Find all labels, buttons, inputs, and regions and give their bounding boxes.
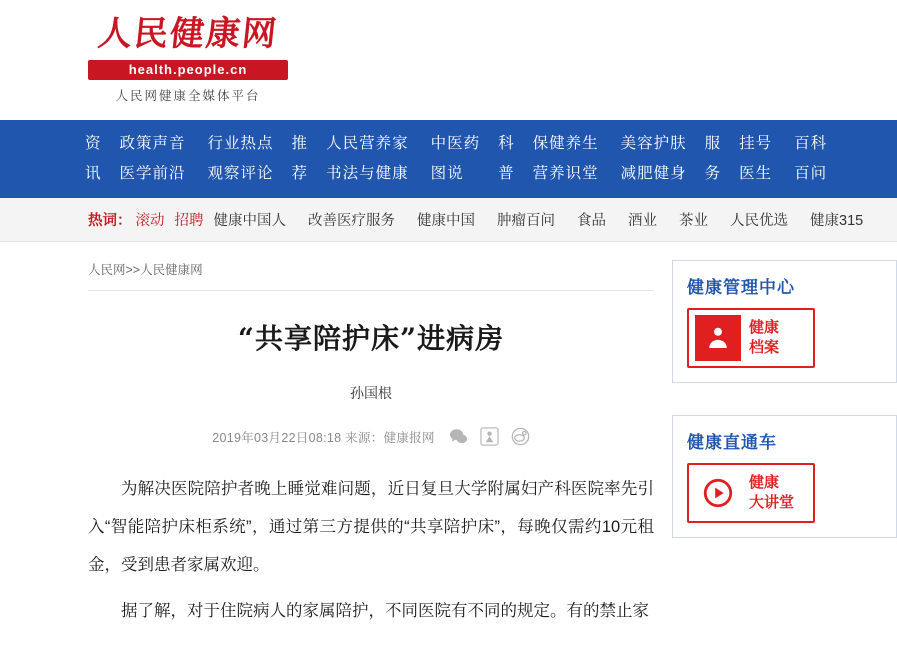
nav-item-encyclopedia[interactable]: 百科 (794, 135, 828, 152)
nav-group-fuwu[interactable] (698, 120, 729, 198)
nav-item-hundred-questions[interactable]: 百问 (794, 165, 828, 182)
hotword-peoples-choice[interactable]: 人民优选 (730, 213, 788, 229)
nav-group-nutrition[interactable] (315, 120, 420, 198)
hotword-rolling[interactable]: 滚动 (135, 213, 165, 229)
nav-item-skincare[interactable]: 美容护肤 (620, 135, 687, 152)
nav-group-tcm[interactable] (420, 120, 492, 198)
hotwords-label: 热词： (88, 213, 132, 229)
nav-group-zixun[interactable] (78, 120, 109, 198)
nav-item-observation[interactable]: 观察评论 (207, 165, 274, 182)
site-logo-subtitle: 人民网健康全媒体平台 (115, 89, 261, 103)
hotword-improve-medical-service[interactable]: 改善医疗服务 (308, 213, 395, 229)
nav-item-industry-hot[interactable]: 行业热点 (207, 135, 274, 152)
sidebar-card-text (749, 473, 794, 513)
sidebar-card-line2: 大讲堂 (749, 494, 795, 511)
share-icons (449, 427, 530, 446)
nav-item-nutritionist[interactable]: 人民营养家 (326, 135, 409, 152)
sidebar-box-health-management (672, 260, 897, 383)
wechat-icon[interactable] (449, 427, 468, 446)
hotword-recruitment[interactable]: 招聘 (174, 213, 204, 229)
nav-item-pu[interactable]: 普 (498, 165, 515, 182)
breadcrumb[interactable]: 人民网>>人民健康网 (88, 263, 203, 277)
article-paragraph: 为解决医院陪护者晚上睡觉难问题，近日复旦大学附属妇产科医院率先引入“智能陪护床柜系统”，通过第三方提供的“共享陪护床”，每晚仅需约10元租金，受到患者家属欢迎。 (88, 480, 654, 574)
sidebar-card-text (749, 318, 779, 358)
play-circle-icon (695, 470, 741, 516)
nav-item-tui[interactable]: 推 (291, 135, 309, 152)
content-area (0, 242, 897, 638)
main-navigation (0, 120, 897, 198)
sidebar-box-health-express (672, 415, 897, 538)
nav-item-nutrition-class[interactable]: 营养识堂 (532, 165, 599, 182)
nav-group-industry[interactable] (197, 120, 285, 198)
hotword-liquor[interactable]: 酒业 (628, 213, 657, 229)
nav-item-ke[interactable]: 科 (498, 135, 515, 152)
sidebar (672, 260, 897, 638)
nav-group-kepu[interactable] (491, 120, 522, 198)
nav-group-encyclopedia[interactable] (783, 120, 838, 198)
hotwords-bar (0, 198, 897, 242)
sidebar-card-line1: 健康 (749, 319, 780, 336)
site-logo-url: health.people.cn (88, 60, 288, 80)
sidebar-spacer (672, 401, 897, 415)
sidebar-card-health-records[interactable] (687, 308, 815, 368)
nav-item-calligraphy-health[interactable]: 书法与健康 (326, 165, 409, 182)
article-body (88, 470, 654, 630)
masthead (0, 0, 897, 120)
nav-item-doctor[interactable]: 医生 (739, 165, 773, 182)
nav-item-medical-frontier[interactable]: 医学前沿 (119, 165, 186, 182)
nav-item-policy-voice[interactable]: 政策声音 (119, 135, 186, 152)
nav-item-tcm[interactable]: 中医药 (430, 135, 481, 152)
nav-item-registration[interactable]: 挂号 (739, 135, 773, 152)
article-paragraph: 据了解，对于住院病人的家属陪护，不同医院有不同的规定。有的禁止家 (121, 602, 649, 620)
nav-item-jian[interactable]: 荐 (291, 165, 309, 182)
nav-group-policy[interactable] (109, 120, 197, 198)
hotword-food[interactable]: 食品 (577, 213, 606, 229)
nav-item-fitness[interactable]: 减肥健身 (620, 165, 687, 182)
sidebar-title-health-express: 健康直通车 (687, 433, 777, 452)
article-author: 孙国根 (350, 385, 392, 401)
article-timestamp-source: 2019年03月22日08:18 来源：健康报网 (212, 430, 435, 445)
sidebar-title-health-management: 健康管理中心 (687, 278, 795, 297)
hotword-tea[interactable]: 茶业 (679, 213, 708, 229)
article-meta (88, 427, 654, 446)
nav-item-xun[interactable]: 讯 (85, 165, 102, 182)
weibo-person-icon[interactable] (480, 427, 499, 446)
hotword-healthy-chinese[interactable]: 健康中国人 (213, 213, 286, 229)
hotword-health-315[interactable]: 健康315 (810, 213, 864, 229)
site-logo-text: 人民健康网 (95, 14, 281, 54)
nav-group-healthcare[interactable] (522, 120, 610, 198)
nav-group-beauty[interactable] (610, 120, 698, 198)
sidebar-card-line1: 健康 (749, 474, 780, 491)
nav-item-picture-talk[interactable]: 图说 (430, 165, 464, 182)
hotword-tumor-questions[interactable]: 肿瘤百问 (497, 213, 555, 229)
hotword-healthy-china[interactable]: 健康中国 (417, 213, 475, 229)
site-logo[interactable] (88, 12, 288, 104)
page-title: “共享陪护床”进病房 (237, 322, 505, 355)
nav-item-fu[interactable]: 服 (704, 135, 722, 152)
divider (88, 290, 654, 291)
article-column (0, 260, 672, 638)
nav-item-zi[interactable]: 资 (85, 135, 102, 152)
nav-item-wu[interactable]: 务 (704, 165, 722, 182)
weibo-icon[interactable] (511, 427, 530, 446)
sidebar-card-health-lecture[interactable] (687, 463, 815, 523)
nav-group-tuijian[interactable] (285, 120, 316, 198)
nav-group-registration[interactable] (728, 120, 783, 198)
nav-item-health-preserving[interactable]: 保健养生 (532, 135, 599, 152)
sidebar-card-line2: 档案 (749, 339, 780, 356)
person-file-icon (695, 315, 741, 361)
